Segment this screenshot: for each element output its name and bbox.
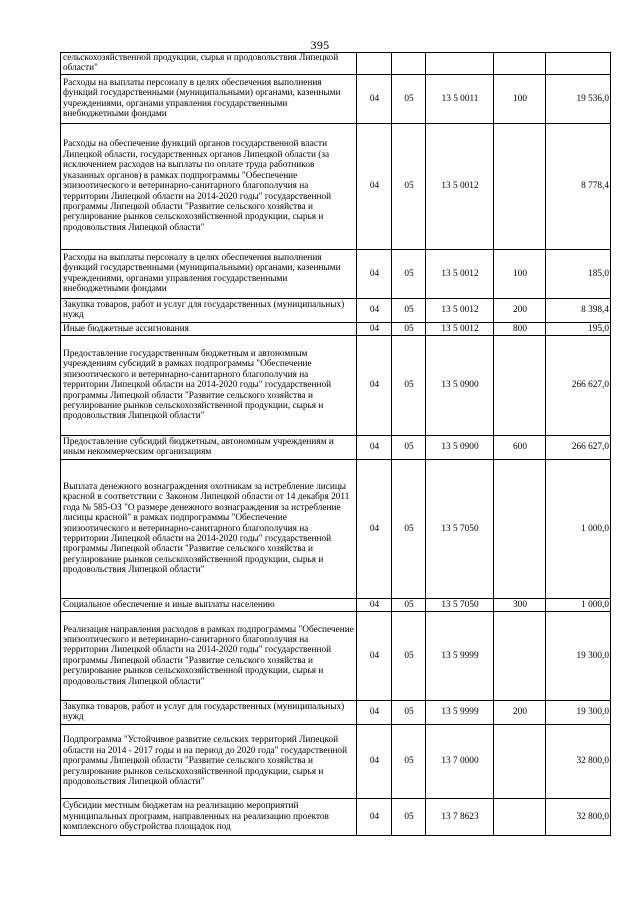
- row-description: Социальное обеспечение и иные выплаты населению: [61, 598, 357, 611]
- table-row: [61, 335, 611, 435]
- table-row: [61, 611, 611, 700]
- table-row: [61, 724, 611, 798]
- row-description: сельскохозяйственной продукции, сырья и продовольствия Липецкой области": [61, 53, 357, 75]
- amount: 8 398,4: [546, 298, 611, 322]
- row-description: Расходы на обеспечение функций органов государственной власти Липецкой области, государственных органов Липецкой области (за исключением расходов на выплаты по оплате труда работников указанных органов) в рамках подпрограммы "Обеспечение эпизоотического и ветеринарно-санитарного благополучия на территории Липецкой области на 2014-2020 годы" государственной программы Липецкой области "Развитие сельского хозяйства и регулирование рынков сельскохозяйственной продукции, сырья и продовольствия Липецкой области": [61, 123, 357, 249]
- target-article-code: 13 5 9999: [426, 700, 494, 724]
- amount: 185,0: [546, 249, 611, 298]
- expense-type-code: 600: [494, 435, 546, 459]
- subsection-code: 05: [392, 123, 426, 249]
- expense-type-code: 300: [494, 598, 546, 611]
- row-description: Субсидии местным бюджетам на реализацию мероприятий муниципальных программ, направленных на реализацию проектов комплексного обустройства площадок под: [61, 798, 357, 835]
- row-description: Предоставление государственным бюджетным и автономным учреждениям субсидий в рамках подпрограммы "Обеспечение эпизоотического и ветеринарно-санитарного благополучия на территории Липецкой области на 2014-2020 годы" государственной программы Липецкой области "Развитие сельского хозяйства и регулирование рынков сельскохозяйственной продукции, сырья и продовольствия Липецкой области": [61, 335, 357, 435]
- section-code: 04: [357, 700, 392, 724]
- expense-type-code: [494, 724, 546, 798]
- table-row: [61, 435, 611, 459]
- expense-type-code: [494, 53, 546, 75]
- subsection-code: 05: [392, 598, 426, 611]
- target-article-code: 13 5 0012: [426, 249, 494, 298]
- page-number: 395: [310, 38, 330, 52]
- row-description: Подпрограмма "Устойчивое развитие сельских территорий Липецкой области на 2014 - 2017 годы и на период до 2020 года" государственной программы Липецкой области "Развитие сельского хозяйства и регулирование рынков сельскохозяйственной продукции, сырья и продовольствия Липецкой области": [61, 724, 357, 798]
- amount: 266 627,0: [546, 435, 611, 459]
- table-row: [61, 700, 611, 724]
- table-row: [61, 53, 611, 75]
- amount: 266 627,0: [546, 335, 611, 435]
- amount: 19 536,0: [546, 74, 611, 123]
- section-code: [357, 53, 392, 75]
- section-code: 04: [357, 335, 392, 435]
- table-row: [61, 298, 611, 322]
- table-row: [61, 598, 611, 611]
- amount: 195,0: [546, 322, 611, 335]
- table-row: [61, 249, 611, 298]
- table-body: [61, 53, 611, 836]
- expense-type-code: 200: [494, 700, 546, 724]
- section-code: 04: [357, 611, 392, 700]
- target-article-code: 13 5 0900: [426, 335, 494, 435]
- amount: 19 300,0: [546, 700, 611, 724]
- table-row: [61, 798, 611, 835]
- expense-type-code: 100: [494, 249, 546, 298]
- section-code: 04: [357, 459, 392, 598]
- subsection-code: 05: [392, 298, 426, 322]
- row-description: Реализация направления расходов в рамках подпрограммы "Обеспечение эпизоотического и ветеринарно-санитарного благополучия на территории Липецкой области на 2014-2020 годы" государственной программы Липецкой области "Развитие сельского хозяйства и регулирование рынков сельскохозяйственной продукции, сырья и продовольствия Липецкой области": [61, 611, 357, 700]
- subsection-code: 05: [392, 459, 426, 598]
- subsection-code: 05: [392, 335, 426, 435]
- section-code: 04: [357, 123, 392, 249]
- section-code: 04: [357, 322, 392, 335]
- row-description: Выплата денежного вознаграждения охотникам за истребление лисицы красной в соответствии с Законом Липецкой области от 14 декабря 2011 года № 585-ОЗ "О размере денежного вознаграждения за истребление лисицы красной" в рамках подпрограммы "Обеспечение эпизоотического и ветеринарно-санитарного благополучия на территории Липецкой области на 2014-2020 годы" государственной программы Липецкой области "Развитие сельского хозяйства и регулирование рынков сельскохозяйственной продукции, сырья и продовольствия Липецкой области": [61, 459, 357, 598]
- target-article-code: 13 5 0011: [426, 74, 494, 123]
- target-article-code: 13 5 0012: [426, 298, 494, 322]
- amount: 32 800,0: [546, 724, 611, 798]
- target-article-code: 13 7 8623: [426, 798, 494, 835]
- target-article-code: 13 5 9999: [426, 611, 494, 700]
- subsection-code: [392, 53, 426, 75]
- subsection-code: 05: [392, 700, 426, 724]
- section-code: 04: [357, 74, 392, 123]
- expense-type-code: [494, 459, 546, 598]
- subsection-code: 05: [392, 724, 426, 798]
- section-code: 04: [357, 798, 392, 835]
- subsection-code: 05: [392, 435, 426, 459]
- budget-table: [60, 52, 611, 836]
- expense-type-code: [494, 335, 546, 435]
- expense-type-code: 200: [494, 298, 546, 322]
- amount: 19 300,0: [546, 611, 611, 700]
- section-code: 04: [357, 298, 392, 322]
- amount: [546, 53, 611, 75]
- row-description: Закупка товаров, работ и услуг для государственных (муниципальных) нужд: [61, 700, 357, 724]
- row-description: Расходы на выплаты персоналу в целях обеспечения выполнения функций государственными (муниципальными) органами, казенными учреждениями, органами управления государственными внебюджетными фондами: [61, 74, 357, 123]
- amount: 8 778,4: [546, 123, 611, 249]
- table-row: [61, 322, 611, 335]
- subsection-code: 05: [392, 249, 426, 298]
- target-article-code: 13 7 0000: [426, 724, 494, 798]
- subsection-code: 05: [392, 798, 426, 835]
- expense-type-code: 100: [494, 74, 546, 123]
- expense-type-code: 800: [494, 322, 546, 335]
- target-article-code: 13 5 7050: [426, 598, 494, 611]
- target-article-code: 13 5 0012: [426, 322, 494, 335]
- target-article-code: 13 5 7050: [426, 459, 494, 598]
- table-row: [61, 123, 611, 249]
- subsection-code: 05: [392, 74, 426, 123]
- amount: 1 000,0: [546, 598, 611, 611]
- table-row: [61, 459, 611, 598]
- section-code: 04: [357, 724, 392, 798]
- table-row: [61, 74, 611, 123]
- amount: 32 800,0: [546, 798, 611, 835]
- expense-type-code: [494, 123, 546, 249]
- row-description: Расходы на выплаты персоналу в целях обеспечения выполнения функций государственными (муниципальными) органами, казенными учреждениями, органами управления государственными внебюджетными фондами: [61, 249, 357, 298]
- target-article-code: 13 5 0900: [426, 435, 494, 459]
- row-description: Закупка товаров, работ и услуг для государственных (муниципальных) нужд: [61, 298, 357, 322]
- subsection-code: 05: [392, 611, 426, 700]
- target-article-code: [426, 53, 494, 75]
- expense-type-code: [494, 611, 546, 700]
- expense-type-code: [494, 798, 546, 835]
- target-article-code: 13 5 0012: [426, 123, 494, 249]
- section-code: 04: [357, 435, 392, 459]
- section-code: 04: [357, 249, 392, 298]
- section-code: 04: [357, 598, 392, 611]
- row-description: Предоставление субсидий бюджетным, автономным учреждениям и иным некоммерческим организациям: [61, 435, 357, 459]
- row-description: Иные бюджетные ассигнования: [61, 322, 357, 335]
- subsection-code: 05: [392, 322, 426, 335]
- amount: 1 000,0: [546, 459, 611, 598]
